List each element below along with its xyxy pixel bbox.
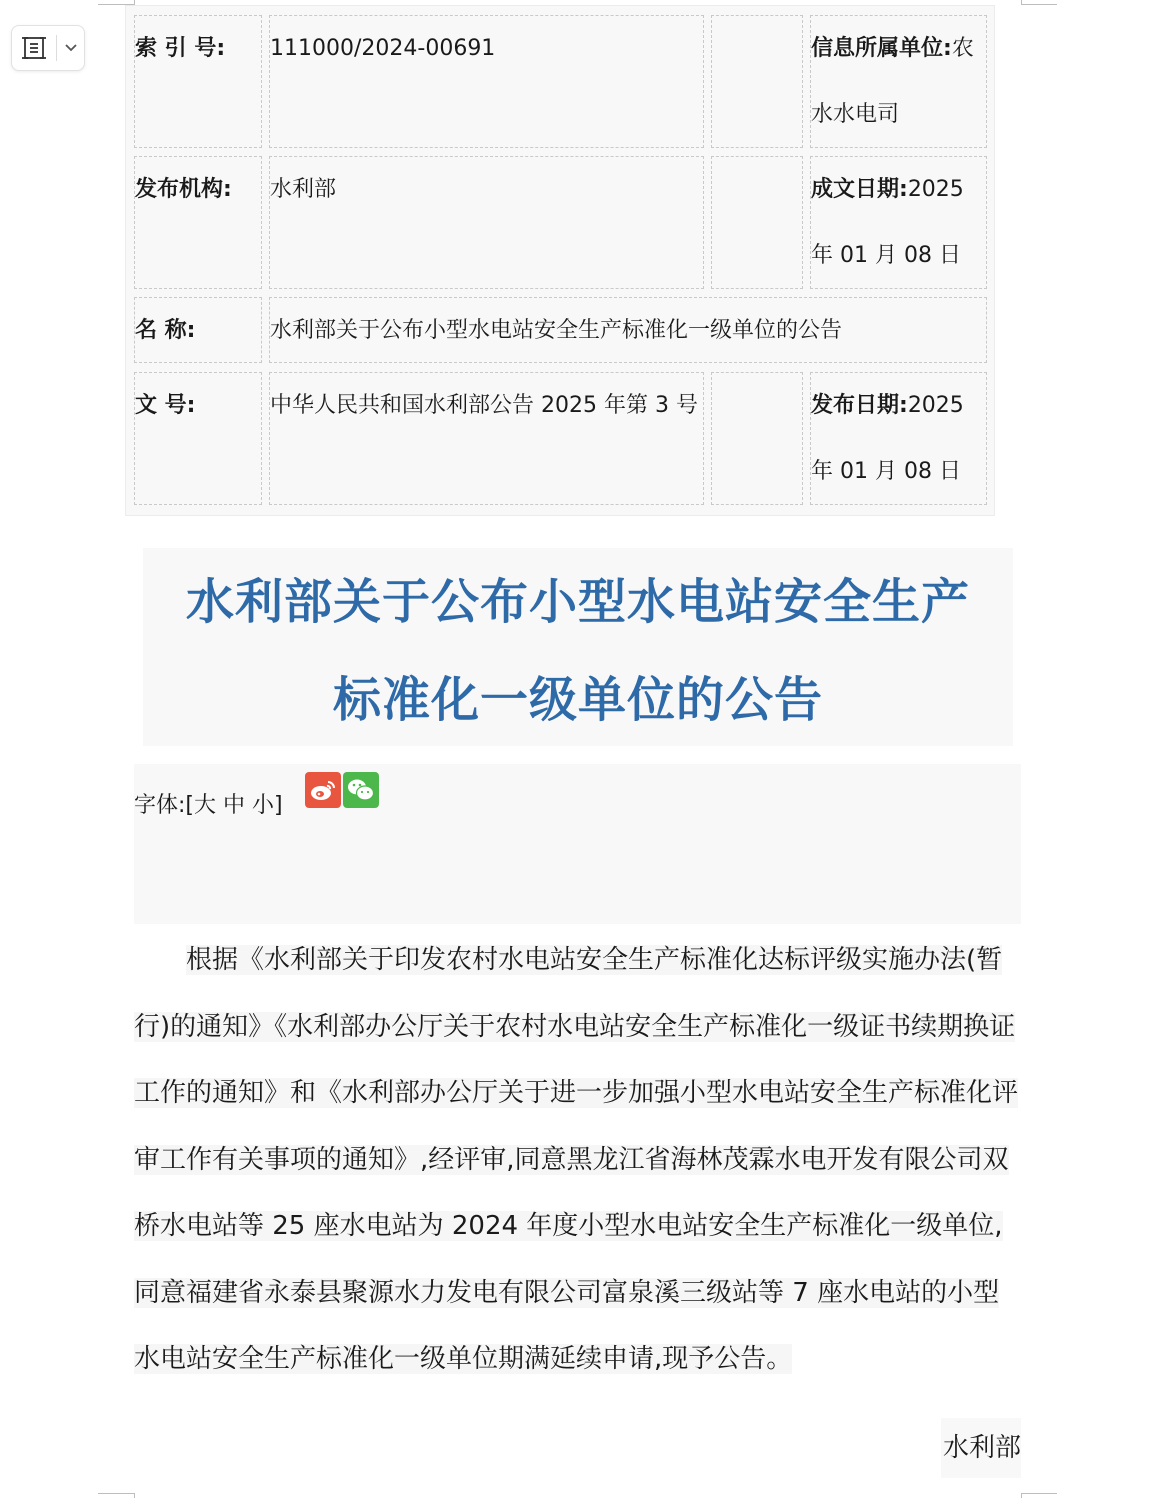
body-paragraph-text: 根据《水利部关于印发农村水电站安全生产标准化达标评级实施办法(暂行)的通知》《水利部办公厅关于农村水电站安全生产标准化一级证书续期换证工作的通知》和《水利部办公厅关于进一步加强小型水电站安全生产标准化评审工作有关事项的通知》,经评审,同意黑龙江省海林茂霖水电开发有限公司双桥水电站等 25 座水电站为 2024 年度小型水电站安全生产标准化一级单位,同意福建省永泰县聚源水力发电有限公司富泉溪三级站等 7 座水电站的小型水电站安全生产标准化一级单位期满延续申请,现予公告。 [134,945,1019,1374]
document-metadata-table [125,5,995,516]
chevron-down-icon[interactable] [57,43,84,53]
font-size-switch[interactable]: 字体:[大 中 小] [134,793,283,818]
crop-mark [1021,1493,1057,1494]
empty-cell [711,372,803,505]
weibo-icon[interactable] [305,772,341,808]
crop-mark [1021,0,1022,5]
crop-mark [1021,4,1057,5]
owner-label: 信息所属单位: [811,36,952,61]
index-value: 111000/2024-00691 [269,15,704,148]
empty-cell [711,15,803,148]
docno-value: 中华人民共和国水利部公告 2025 年第 3 号 [269,372,704,505]
body-paragraph [134,927,1021,1393]
outline-icon[interactable] [12,26,56,70]
owner-cell [810,15,987,148]
publish-date-cell [810,372,987,505]
wechat-icon[interactable] [343,772,379,808]
written-date-cell [810,156,987,289]
document-body [134,927,1021,1393]
written-date-label: 成文日期: [811,177,908,202]
title-line-2: 标准化一级单位的公告 [332,672,823,728]
publish-date-value: 2025 年 01 月 08 日 [811,393,964,484]
docno-label: 文 号: [134,372,262,505]
index-label: 索 引 号: [134,15,262,148]
document-title [143,548,1013,746]
crop-mark [134,1493,135,1498]
owner-value: 农水水电司 [811,36,974,127]
crop-mark [98,1493,134,1494]
title-text [143,548,1013,749]
title-line-1: 水利部关于公布小型水电站安全生产 [185,574,970,630]
publisher-value: 水利部 [269,156,704,289]
name-value: 水利部关于公布小型水电站安全生产标准化一级单位的公告 [269,297,987,363]
name-label: 名 称: [134,297,262,363]
outline-toggle-button[interactable] [11,25,85,71]
empty-cell [711,156,803,289]
publisher-label: 发布机构: [134,156,262,289]
publish-date-label: 发布日期: [811,393,908,418]
written-date-value: 2025 年 01 月 08 日 [811,177,964,268]
crop-mark [1021,1493,1022,1498]
font-size-bar [134,764,1021,924]
signature: 水利部 [941,1418,1021,1478]
